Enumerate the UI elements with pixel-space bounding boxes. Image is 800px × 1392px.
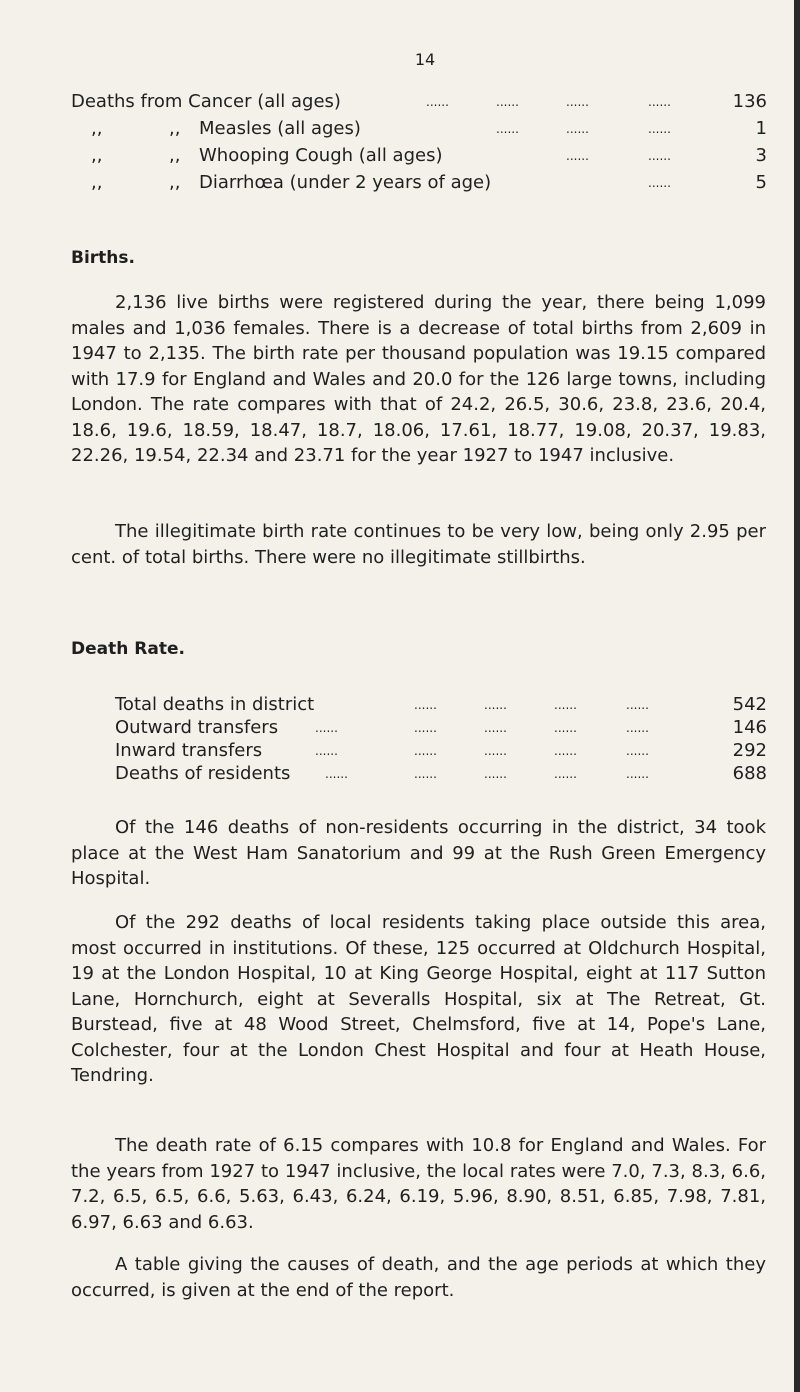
leader-dots: ...... bbox=[648, 176, 671, 190]
deaths-row-label: Measles (all ages) bbox=[199, 118, 361, 139]
leader-dots: ...... bbox=[648, 149, 671, 163]
leader-dots: ...... bbox=[426, 95, 449, 109]
death-rate-row-residents bbox=[115, 762, 767, 786]
leader-dots: ...... bbox=[315, 744, 338, 758]
death-rate-comparison-paragraph: The death rate of 6.15 compares with 10.8 for England and Wales. For the years from 1927 to 1947 inclusive, the local rates were 7.0, 7.3, 8.3, 6.6, 7.2, 6.5, 6.5, 6.6, 5.63, 6.43, 6.24, 6.19, 5.96, 8.90, 8.51, 6.85, 7.98, 7.81, 6.97, 6.63 and 6.63. bbox=[71, 1135, 766, 1233]
deaths-row-label: Whooping Cough (all ages) bbox=[199, 145, 443, 166]
deaths-row-label: Deaths from Cancer (all ages) bbox=[71, 91, 341, 112]
death-rate-row-total bbox=[115, 693, 767, 717]
deaths-row-value: 1 bbox=[755, 118, 767, 139]
leader-dots: ...... bbox=[484, 767, 507, 781]
leader-dots: ...... bbox=[626, 698, 649, 712]
leader-dots: ...... bbox=[554, 767, 577, 781]
leader-dots: ...... bbox=[414, 721, 437, 735]
births-paragraph: 2,136 live births were registered during the year, there being 1,099 males and 1,036 females. There is a decrease of total births from 2,609 in 1947 to 2,135. The birth rate per thousand population was 19.15 compared with 17.9 for England and Wales and 20.0 for the 126 large towns, including London. The rate compares with that of 24.2, 26.5, 30.6, 23.8, 23.6, 20.4, 18.6, 19.6, 18.59, 18.47, 18.7, 18.06, 17.61, 18.77, 19.08, 20.37, 19.83, 22.26, 19.54, 22.34 and 23.71 for the year 1927 to 1947 inclusive. bbox=[71, 292, 766, 466]
ditto-mark: ,, bbox=[169, 172, 181, 193]
leader-dots: ...... bbox=[484, 698, 507, 712]
death-rate-row-label: Total deaths in district bbox=[115, 694, 315, 715]
local-residents-paragraph: Of the 292 deaths of local residents taking place outside this area, most occurred in institutions. Of these, 125 occurred at Oldchurch Hospital, 19 at the London Hospital, 10 at King George Hospital, eight at 117 Sutton Lane, Hornchurch, eight at Severalls Hospital, six at The Retreat, Gt. Burstead, five at 48 Wood Street, Chelmsford, five at 14, Pope's Lane, Colchester, four at the London Chest Hospital and four at Heath House, Tendring. bbox=[71, 912, 766, 1086]
leader-dots: ...... bbox=[554, 698, 577, 712]
death-rate-row-value: 688 bbox=[732, 763, 767, 784]
non-residents-paragraph: Of the 146 deaths of non-residents occurring in the district, 34 took place at the West Ham Sanatorium and 99 at the Rush Green Emergency Hospital. bbox=[71, 817, 766, 889]
leader-dots: ...... bbox=[484, 721, 507, 735]
deaths-row-value: 136 bbox=[732, 91, 767, 112]
ditto-mark: ,, bbox=[169, 118, 181, 139]
page-edge-shadow bbox=[794, 0, 800, 1392]
leader-dots: ...... bbox=[414, 767, 437, 781]
death-rate-row-value: 146 bbox=[732, 717, 767, 738]
ditto-mark: ,, bbox=[91, 118, 103, 139]
leader-dots: ...... bbox=[648, 95, 671, 109]
leader-dots: ...... bbox=[484, 744, 507, 758]
leader-dots: ...... bbox=[414, 744, 437, 758]
deaths-row-label: Diarrhœa (under 2 years of age) bbox=[199, 172, 492, 193]
deaths-row-diarrhoea bbox=[71, 171, 767, 195]
death-rate-row-label: Outward transfers bbox=[115, 717, 279, 738]
leader-dots: ...... bbox=[325, 767, 348, 781]
leader-dots: ...... bbox=[496, 95, 519, 109]
death-rate-row-value: 292 bbox=[732, 740, 767, 761]
leader-dots: ...... bbox=[626, 744, 649, 758]
death-rate-heading: Death Rate. bbox=[71, 639, 185, 659]
ditto-mark: ,, bbox=[91, 145, 103, 166]
leader-dots: ...... bbox=[496, 122, 519, 136]
deaths-row-measles bbox=[71, 117, 767, 141]
leader-dots: ...... bbox=[414, 698, 437, 712]
death-rate-row-inward bbox=[115, 739, 767, 763]
leader-dots: ...... bbox=[566, 95, 589, 109]
death-rate-row-label: Deaths of residents bbox=[115, 763, 291, 784]
deaths-row-value: 5 bbox=[755, 172, 767, 193]
leader-dots: ...... bbox=[648, 122, 671, 136]
deaths-row-value: 3 bbox=[755, 145, 767, 166]
ditto-mark: ,, bbox=[91, 172, 103, 193]
deaths-row-whooping-cough bbox=[71, 144, 767, 168]
causes-table-note: A table giving the causes of death, and the age periods at which they occurred, is given at the end of the report. bbox=[71, 1254, 766, 1301]
illegitimate-births-paragraph: The illegitimate birth rate continues to be very low, being only 2.95 per cent. of total births. There were no illegitimate stillbirths. bbox=[71, 521, 766, 568]
leader-dots: ...... bbox=[566, 149, 589, 163]
leader-dots: ...... bbox=[626, 767, 649, 781]
death-rate-row-outward bbox=[115, 716, 767, 740]
leader-dots: ...... bbox=[566, 122, 589, 136]
deaths-row-cancer bbox=[71, 90, 767, 114]
leader-dots: ...... bbox=[554, 721, 577, 735]
births-heading: Births. bbox=[71, 248, 135, 268]
leader-dots: ...... bbox=[626, 721, 649, 735]
death-rate-row-value: 542 bbox=[732, 694, 767, 715]
page-number: 14 bbox=[414, 50, 436, 69]
ditto-mark: ,, bbox=[169, 145, 181, 166]
leader-dots: ...... bbox=[554, 744, 577, 758]
leader-dots: ...... bbox=[315, 721, 338, 735]
death-rate-row-label: Inward transfers bbox=[115, 740, 263, 761]
